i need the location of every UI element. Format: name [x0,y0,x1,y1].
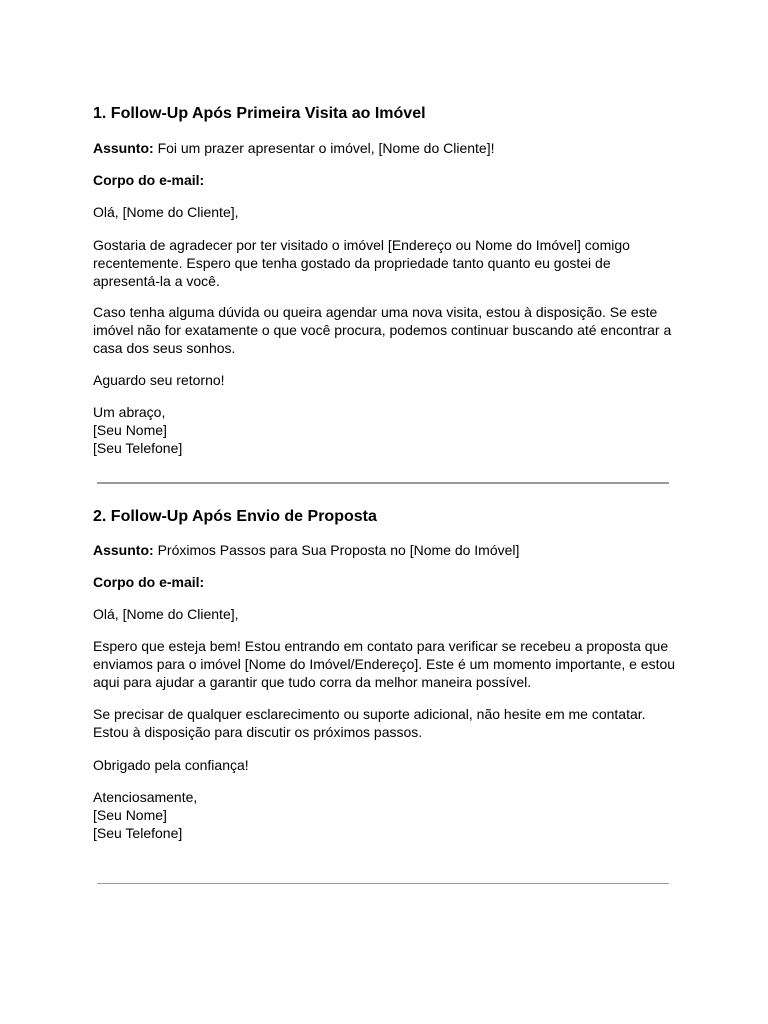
signature-name: [Seu Nome] [93,422,167,438]
section-1-paragraph-1: Gostaria de agradecer por ter visitado o imóvel [Endereço ou Nome do Imóvel] comigo recentemente. Espero que tenha gostado da propriedade tanto quanto eu gostei de apresentá-la a você. [93,237,630,289]
section-1-closing-line: Aguardo seu retorno! [93,372,225,388]
section-divider [97,883,669,884]
section-1-title: 1. Follow-Up Após Primeira Visita ao Imóvel [93,105,426,122]
subject-text: Próximos Passos para Sua Proposta no [Nome do Imóvel] [157,542,520,558]
signoff: Um abraço, [93,404,166,420]
signoff: Atenciosamente, [93,789,198,805]
section-2-greeting: Olá, [Nome do Cliente], [93,606,239,622]
section-2-body-label: Corpo do e-mail: [93,574,205,590]
subject-label: Assunto: [93,140,154,156]
section-2-closing-line: Obrigado pela confiança! [93,757,249,773]
section-divider [97,482,669,484]
section-2-paragraph-2: Se precisar de qualquer esclarecimento ou suporte adicional, não hesite em me contatar. Estou à disposição para discutir os próximos passos. [93,706,646,740]
section-1-body-label: Corpo do e-mail: [93,172,205,188]
section-1-greeting: Olá, [Nome do Cliente], [93,204,239,220]
section-2-subject [93,541,683,559]
section-2-signature [93,788,197,842]
signature-phone: [Seu Telefone] [93,440,183,456]
section-1-signature [93,403,182,457]
subject-label: Assunto: [93,542,154,558]
section-1-paragraph-2: Caso tenha alguma dúvida ou queira agendar uma nova visita, estou à disposição. Se este imóvel não for exatamente o que você procura, podemos continuar buscando até encontrar a casa dos seus sonhos. [93,304,672,356]
section-2-title: 2. Follow-Up Após Envio de Proposta [93,508,377,525]
section-1-subject [93,139,683,157]
signature-phone: [Seu Telefone] [93,825,183,841]
subject-text: Foi um prazer apresentar o imóvel, [Nome do Cliente]! [157,140,495,156]
section-2-paragraph-1: Espero que esteja bem! Estou entrando em contato para verificar se recebeu a proposta que enviamos para o imóvel [Nome do Imóvel/Endereço]. Este é um momento importante, e estou aqui para ajudar a garantir que tudo corra da melhor maneira possível. [93,638,676,690]
signature-name: [Seu Nome] [93,807,167,823]
